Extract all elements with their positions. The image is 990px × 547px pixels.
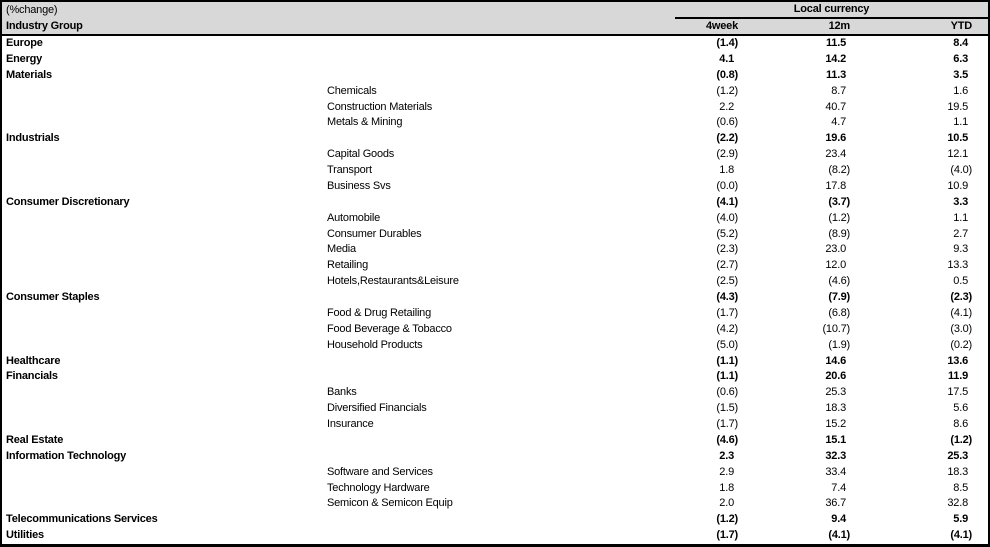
value-cell-4week: (1.1)	[716, 370, 738, 383]
table-row	[2, 433, 988, 449]
sub-industry-cell: Automobile	[327, 211, 381, 224]
table-row	[2, 496, 988, 512]
row-filler	[972, 306, 988, 322]
table-row	[2, 84, 988, 100]
value-cell-12m: 18.3	[825, 402, 846, 415]
industry-group-cell: Utilities	[6, 529, 44, 542]
table-row	[2, 258, 988, 274]
sub-industry-cell: Household Products	[327, 338, 423, 351]
local-currency-label: Local currency	[793, 3, 870, 15]
value-cell-12m: 8.7	[831, 84, 846, 97]
row-filler	[972, 195, 988, 211]
sub-industry-cell: Hotels,Restaurants&Leisure	[327, 275, 459, 288]
value-cell-4week: (2.2)	[716, 132, 738, 145]
value-cell-4week: (2.9)	[716, 148, 738, 161]
value-cell-4week: (4.6)	[716, 433, 738, 446]
value-cell-12m: 15.2	[825, 418, 846, 430]
table-row	[2, 338, 988, 354]
row-filler	[972, 433, 988, 449]
value-cell-ytd: 3.3	[953, 195, 968, 208]
row-filler	[972, 227, 988, 243]
sub-industry-cell: Semicon & Semicon Equip	[327, 497, 453, 510]
value-cell-ytd: 10.5	[947, 132, 968, 145]
row-filler	[972, 417, 988, 433]
value-cell-12m: 33.4	[825, 465, 846, 478]
value-cell-4week: (1.7)	[716, 306, 738, 319]
value-cell-12m: (1.9)	[828, 338, 850, 351]
value-cell-12m: 23.0	[825, 243, 846, 256]
value-cell-ytd: (4.1)	[950, 306, 972, 319]
table-row	[2, 131, 988, 147]
industry-group-cell: Consumer Staples	[6, 291, 100, 303]
value-cell-4week: (4.3)	[716, 291, 738, 303]
header-row-currency	[2, 2, 988, 19]
table-row	[2, 401, 988, 417]
header-row-columns	[2, 19, 988, 34]
value-cell-4week: 4.1	[719, 52, 734, 65]
value-cell-12m: 32.3	[825, 449, 846, 462]
value-cell-ytd: (4.0)	[950, 164, 972, 176]
value-cell-12m: (3.7)	[828, 195, 850, 208]
sub-industry-cell: Metals & Mining	[327, 116, 403, 129]
row-filler	[972, 512, 988, 528]
table-row	[2, 115, 988, 131]
pct-change-label: (%change)	[6, 4, 58, 16]
sub-industry-cell: Transport	[327, 164, 372, 176]
table-row	[2, 465, 988, 481]
value-cell-4week: (1.1)	[716, 354, 738, 367]
sub-industry-cell: Chemicals	[327, 84, 377, 97]
row-filler	[972, 131, 988, 147]
value-cell-12m: 14.2	[825, 52, 846, 65]
value-cell-4week: (4.0)	[716, 211, 738, 224]
table-row	[2, 528, 988, 544]
value-cell-4week: (1.7)	[716, 529, 738, 542]
industry-group-cell: Telecommunications Services	[6, 513, 158, 526]
value-cell-ytd: 13.6	[947, 354, 968, 367]
local-currency-group-header	[675, 2, 988, 19]
value-cell-ytd: 8.5	[953, 481, 968, 494]
value-cell-12m: 15.1	[825, 433, 846, 446]
value-cell-12m: 7.4	[831, 481, 846, 494]
sub-industry-cell: Technology Hardware	[327, 481, 430, 494]
value-cell-12m: 11.5	[825, 37, 846, 49]
value-cell-4week: (1.5)	[716, 402, 738, 415]
industry-group-cell: Energy	[6, 52, 43, 65]
table-row	[2, 385, 988, 401]
value-cell-ytd: 32.8	[947, 497, 968, 510]
sub-industry-cell: Media	[327, 243, 356, 256]
table-header	[2, 2, 988, 36]
row-filler	[972, 258, 988, 274]
value-cell-ytd: (0.2)	[950, 338, 972, 351]
industry-group-cell: Consumer Discretionary	[6, 195, 130, 208]
value-cell-ytd: (2.3)	[950, 291, 972, 303]
value-cell-12m: 11.3	[825, 68, 846, 81]
row-filler	[972, 100, 988, 116]
value-cell-4week: 1.8	[719, 164, 734, 176]
industry-group-cell: Real Estate	[6, 433, 64, 446]
table-row	[2, 211, 988, 227]
value-cell-ytd: 5.9	[953, 513, 968, 526]
column-header-ytd: YTD	[950, 20, 972, 32]
table-row	[2, 147, 988, 163]
row-filler	[972, 52, 988, 68]
sub-industry-cell: Business Svs	[327, 179, 391, 192]
row-filler	[972, 242, 988, 258]
industry-group-cell: Materials	[6, 68, 52, 81]
value-cell-4week: (2.3)	[716, 243, 738, 256]
value-cell-12m: (4.1)	[828, 529, 850, 542]
value-cell-12m: (8.9)	[828, 227, 850, 240]
industry-group-column-header: Industry Group	[6, 20, 83, 32]
row-filler	[972, 401, 988, 417]
table-row	[2, 242, 988, 258]
industry-group-cell: Industrials	[6, 132, 60, 145]
value-cell-ytd: (3.0)	[950, 322, 972, 335]
row-filler	[972, 115, 988, 131]
value-cell-ytd: (4.1)	[950, 529, 972, 542]
value-cell-12m: (4.6)	[828, 275, 850, 288]
value-cell-12m: 23.4	[825, 148, 846, 161]
table-row	[2, 354, 988, 370]
value-cell-4week: (0.6)	[716, 386, 738, 399]
table-row	[2, 481, 988, 497]
value-cell-ytd: 1.1	[953, 116, 968, 129]
value-cell-4week: (2.5)	[716, 275, 738, 288]
row-filler	[972, 147, 988, 163]
value-cell-4week: (0.6)	[716, 116, 738, 129]
value-cell-ytd: 8.6	[953, 418, 968, 430]
value-cell-12m: 36.7	[825, 497, 846, 510]
row-filler	[972, 290, 988, 306]
table-body	[2, 36, 988, 544]
value-cell-12m: 40.7	[825, 100, 846, 113]
value-cell-4week: 2.0	[719, 497, 734, 510]
industry-group-cell: Europe	[6, 37, 43, 49]
row-filler	[972, 84, 988, 100]
sub-industry-cell: Food & Drug Retailing	[327, 306, 432, 319]
value-cell-12m: 20.6	[825, 370, 846, 383]
value-cell-4week: 2.3	[719, 449, 734, 462]
value-cell-ytd: 12.1	[947, 148, 968, 161]
value-cell-4week: (1.2)	[716, 513, 738, 526]
sub-industry-cell: Food Beverage & Tobacco	[327, 322, 452, 335]
value-cell-ytd: 0.5	[953, 275, 968, 288]
row-filler	[972, 385, 988, 401]
sub-industry-cell: Banks	[327, 386, 357, 399]
value-cell-12m: (1.2)	[828, 211, 850, 224]
row-filler	[972, 322, 988, 338]
value-cell-ytd: 6.3	[953, 52, 968, 65]
table-row	[2, 449, 988, 465]
table-row	[2, 195, 988, 211]
value-cell-ytd: 1.6	[953, 84, 968, 97]
value-cell-12m: (6.8)	[828, 306, 850, 319]
sub-industry-cell: Construction Materials	[327, 100, 433, 113]
value-cell-4week: (5.2)	[716, 227, 738, 240]
value-cell-4week: (4.2)	[716, 322, 738, 335]
sub-industry-cell: Software and Services	[327, 465, 433, 478]
table-row	[2, 52, 988, 68]
value-cell-ytd: 8.4	[953, 37, 968, 49]
value-cell-ytd: 19.5	[947, 100, 968, 113]
value-cell-12m: (7.9)	[828, 291, 850, 303]
value-cell-12m: (8.2)	[828, 164, 850, 176]
row-filler	[972, 449, 988, 465]
value-cell-ytd: 11.9	[947, 370, 968, 383]
row-filler	[972, 68, 988, 84]
value-cell-4week: (1.2)	[716, 84, 738, 97]
value-cell-4week: 1.8	[719, 481, 734, 494]
sub-industry-cell: Retailing	[327, 259, 369, 272]
value-cell-4week: 2.2	[719, 100, 734, 113]
table-row	[2, 306, 988, 322]
industry-group-cell: Financials	[6, 370, 58, 383]
value-cell-4week: (1.4)	[716, 37, 738, 49]
row-filler	[972, 163, 988, 179]
value-cell-12m: 4.7	[831, 116, 846, 129]
value-cell-ytd: 5.6	[953, 402, 968, 415]
table-row	[2, 417, 988, 433]
value-cell-4week: (1.7)	[716, 418, 738, 430]
table-row	[2, 179, 988, 195]
industry-group-cell: Information Technology	[6, 449, 127, 462]
sub-industry-cell: Consumer Durables	[327, 227, 422, 240]
row-filler	[972, 274, 988, 290]
sub-industry-cell: Insurance	[327, 418, 374, 430]
value-cell-ytd: 2.7	[953, 227, 968, 240]
table-row	[2, 274, 988, 290]
value-cell-ytd: 10.9	[947, 179, 968, 192]
value-cell-12m: 25.3	[825, 386, 846, 399]
column-header-12m: 12m	[828, 20, 850, 32]
table-row	[2, 322, 988, 338]
row-filler	[972, 481, 988, 497]
column-header-4week: 4week	[705, 20, 738, 32]
row-filler	[972, 496, 988, 512]
value-cell-ytd: 17.5	[947, 386, 968, 399]
row-filler	[972, 338, 988, 354]
value-cell-12m: 14.6	[825, 354, 846, 367]
value-cell-12m: 19.6	[825, 132, 846, 145]
value-cell-ytd: 3.5	[953, 68, 968, 81]
row-filler	[972, 528, 988, 544]
value-cell-ytd: 9.3	[953, 243, 968, 256]
value-cell-4week: (2.7)	[716, 259, 738, 272]
value-cell-12m: 17.8	[825, 179, 846, 192]
table-row	[2, 36, 988, 52]
sub-industry-cell: Capital Goods	[327, 148, 395, 161]
sub-industry-cell: Diversified Financials	[327, 402, 427, 415]
value-cell-4week: 2.9	[719, 465, 734, 478]
value-cell-ytd: 13.3	[947, 259, 968, 272]
value-cell-4week: (4.1)	[716, 195, 738, 208]
table-row	[2, 512, 988, 528]
value-cell-ytd: 25.3	[947, 449, 968, 462]
value-cell-4week: (0.0)	[716, 179, 738, 192]
value-cell-4week: (5.0)	[716, 338, 738, 351]
value-cell-12m: 12.0	[825, 259, 846, 272]
table-row	[2, 290, 988, 306]
header-filler	[972, 19, 988, 34]
value-cell-ytd: 18.3	[947, 465, 968, 478]
industry-group-cell: Healthcare	[6, 354, 61, 367]
table-row	[2, 163, 988, 179]
value-cell-12m: 9.4	[831, 513, 846, 526]
table-row	[2, 68, 988, 84]
row-filler	[972, 36, 988, 52]
value-cell-ytd: (1.2)	[950, 433, 972, 446]
table-row	[2, 100, 988, 116]
value-cell-ytd: 1.1	[953, 211, 968, 224]
row-filler	[972, 211, 988, 227]
row-filler	[972, 179, 988, 195]
row-filler	[972, 465, 988, 481]
row-filler	[972, 354, 988, 370]
table-row	[2, 369, 988, 385]
table-row	[2, 227, 988, 243]
value-cell-12m: (10.7)	[822, 322, 850, 335]
row-filler	[972, 369, 988, 385]
value-cell-4week: (0.8)	[716, 68, 738, 81]
